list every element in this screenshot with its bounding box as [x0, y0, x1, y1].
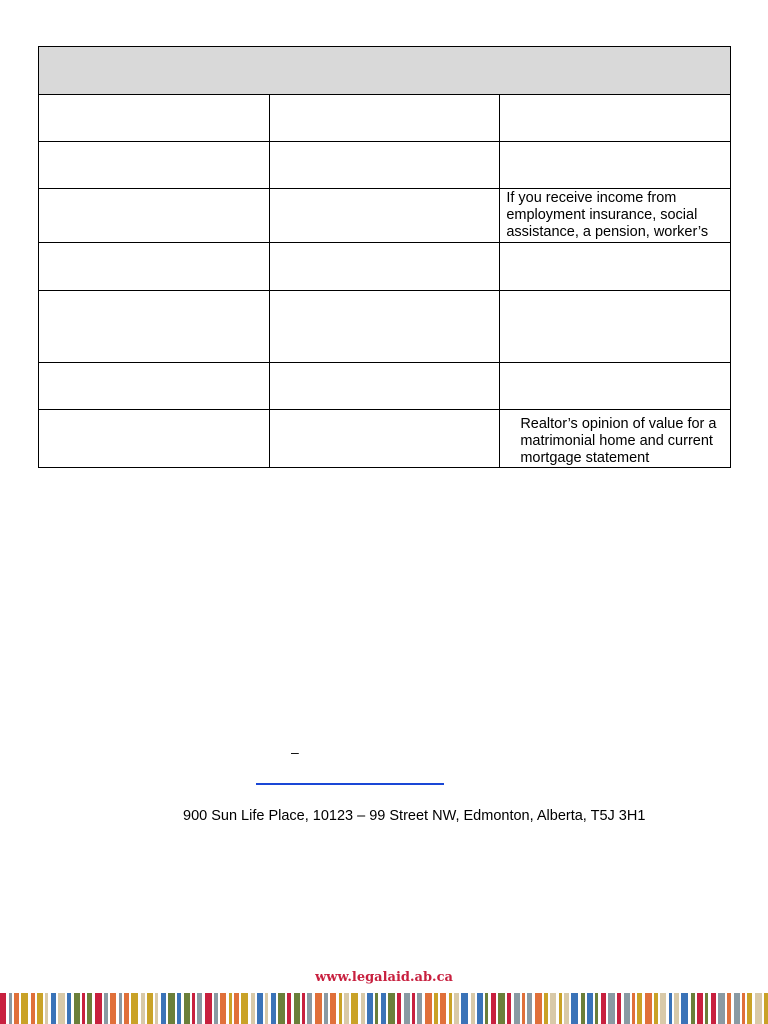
row-text-cell	[500, 243, 731, 291]
row-text	[500, 243, 730, 244]
stripe	[168, 993, 175, 1024]
row-text	[500, 291, 730, 292]
checkbox-cell[interactable]	[269, 142, 500, 189]
stripe	[764, 993, 768, 1024]
row-text-cell	[500, 410, 731, 468]
stripe	[315, 993, 322, 1024]
table-header-cell	[39, 47, 731, 95]
table-row	[39, 410, 731, 468]
stripe	[498, 993, 505, 1024]
row-text	[500, 142, 730, 143]
row-text-income-sources: If you receive income from employment insurance, social assistance, a pension, worker’s	[506, 190, 709, 240]
stripe	[645, 993, 652, 1024]
stripe	[351, 993, 358, 1024]
row-text-cell	[500, 363, 731, 410]
stripe	[461, 993, 468, 1024]
email-link-underline[interactable]	[256, 783, 444, 785]
checkbox-cell[interactable]	[269, 410, 500, 468]
stripe	[131, 993, 138, 1024]
checkbox-cell[interactable]	[39, 142, 270, 189]
contact-dash: –	[291, 744, 299, 760]
decorative-stripe-band	[0, 993, 768, 1024]
checkbox-cell[interactable]	[39, 410, 270, 468]
row-text-cell	[500, 189, 731, 243]
checkbox-cell[interactable]	[269, 189, 500, 243]
stripe	[241, 993, 248, 1024]
checkbox-cell[interactable]	[39, 291, 270, 363]
document-checklist-table	[38, 46, 731, 468]
checkbox-cell[interactable]	[39, 95, 270, 142]
stripe	[718, 993, 725, 1024]
stripe	[425, 993, 432, 1024]
row-text	[500, 363, 730, 364]
table-row	[39, 363, 731, 410]
table-row	[39, 243, 731, 291]
stripe	[205, 993, 212, 1024]
stripe	[535, 993, 542, 1024]
row-text-cell	[500, 291, 731, 363]
stripe	[681, 993, 688, 1024]
office-address: 900 Sun Life Place, 10123 – 99 Street NW, Edmonton, Alberta, T5J 3H1	[183, 808, 646, 824]
table-row	[39, 142, 731, 189]
website-link[interactable]: www.legalaid.ab.ca	[315, 970, 453, 985]
row-text	[500, 95, 730, 96]
stripe	[95, 993, 102, 1024]
table-row	[39, 95, 731, 142]
checkbox-cell[interactable]	[39, 243, 270, 291]
checkbox-cell[interactable]	[269, 243, 500, 291]
checkbox-cell[interactable]	[39, 363, 270, 410]
row-text-cell	[500, 95, 731, 142]
checkbox-cell[interactable]	[269, 95, 500, 142]
checkbox-cell[interactable]	[39, 189, 270, 243]
row-text-cell	[500, 142, 731, 189]
stripe	[278, 993, 285, 1024]
table-row	[39, 189, 731, 243]
table-row	[39, 291, 731, 363]
stripe	[21, 993, 28, 1024]
checkbox-cell[interactable]	[269, 291, 500, 363]
checkbox-cell[interactable]	[269, 363, 500, 410]
stripe	[58, 993, 65, 1024]
stripe	[571, 993, 578, 1024]
row-text-realtor-opinion: Realtor’s opinion of value for a matrimonial home and current mortgage statement	[520, 416, 717, 466]
table-header-row	[39, 47, 731, 95]
stripe	[388, 993, 395, 1024]
stripe	[608, 993, 615, 1024]
stripe	[755, 993, 762, 1024]
